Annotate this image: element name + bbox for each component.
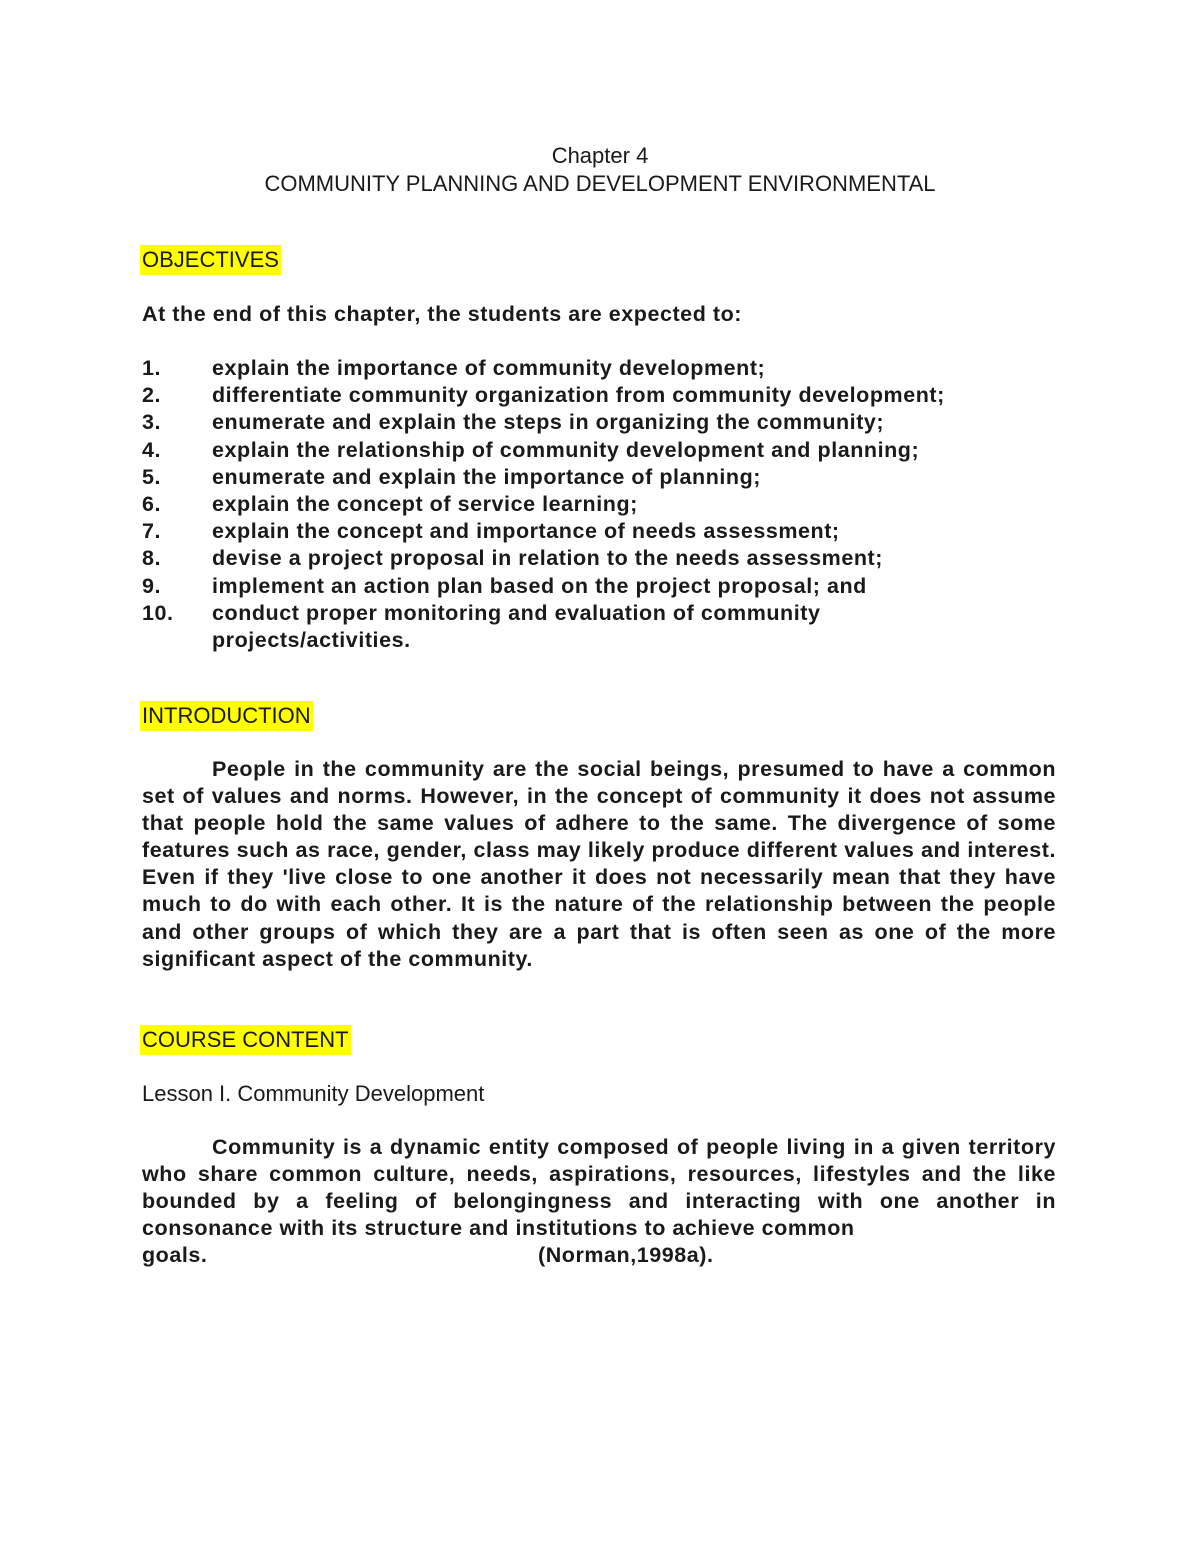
list-item [142, 545, 1062, 572]
chapter-label: Chapter 4 [551, 143, 649, 168]
list-item [142, 382, 1062, 409]
list-item-number: 1. [142, 356, 162, 380]
objectives-list [142, 355, 1062, 654]
list-item-number: 3. [142, 410, 162, 435]
list-item [142, 464, 1062, 491]
list-item-text: enumerate and explain the importance of planning; [212, 464, 761, 489]
citation: (Norman,1998a). [538, 1243, 714, 1267]
list-item-text: enumerate and explain the steps in organizing the community; [212, 410, 885, 435]
lesson-title: Lesson I. Community Development [142, 1081, 485, 1106]
list-item [142, 573, 1062, 600]
list-item-text: explain the relationship of community development and planning; [212, 437, 920, 462]
objectives-lead: At the end of this chapter, the students are expected to: [142, 302, 742, 326]
list-item-text: explain the concept of service learning; [212, 491, 638, 516]
list-item-number: 7. [142, 519, 162, 544]
chapter-title: COMMUNITY PLANNING AND DEVELOPMENT ENVIRONMENTAL [264, 171, 936, 196]
list-item [142, 355, 1062, 382]
lesson-paragraph-last-line [142, 1243, 714, 1268]
list-item-text: conduct proper monitoring and evaluation of community projects/activities. [212, 600, 821, 652]
list-item-number: 9. [142, 573, 162, 598]
last-word: goals. [142, 1243, 208, 1267]
list-item-number: 4. [142, 437, 162, 462]
list-item [142, 409, 1062, 436]
list-item-number: 5. [142, 464, 162, 489]
objectives-heading: OBJECTIVES [140, 245, 281, 275]
list-item [142, 437, 1062, 464]
list-item-text: differentiate community organization from community development; [212, 383, 945, 408]
list-item-text: explain the importance of community development; [212, 356, 766, 380]
list-item-number: 10. [142, 600, 174, 625]
introduction-paragraph: People in the community are the social beings, presumed to have a common set of values and norms. However, in the concept of community it does not assume that people hold the same values of adhere to the same. The divergence of some features such as race, gender, class may likely produce different values and interest. Even if they 'live close to one another it does not necessarily mean that they have much to do with each other. It is the nature of the relationship between the people and other groups of which they are a part that is often seen as one of the more significant aspect of the community. [142, 757, 1056, 971]
introduction-heading: INTRODUCTION [140, 701, 313, 731]
list-item-number: 6. [142, 491, 162, 516]
course-content-heading: COURSE CONTENT [140, 1025, 351, 1055]
list-item-text: explain the concept and importance of needs assessment; [212, 519, 840, 544]
list-item-number: 8. [142, 546, 162, 571]
list-item-text: devise a project proposal in relation to the needs assessment; [212, 546, 883, 571]
list-item [142, 491, 1062, 518]
list-item-number: 2. [142, 383, 162, 408]
list-item [142, 518, 1062, 545]
list-item-text: implement an action plan based on the project proposal; and [212, 573, 867, 598]
lesson-paragraph: Community is a dynamic entity composed of people living in a given territory who share common culture, needs, aspirations, resources, lifestyles and the like bounded by a feeling of belongingness and interacting with one another in consonance with its structure and institutions to achieve common [142, 1135, 1056, 1241]
list-item [142, 600, 1062, 654]
